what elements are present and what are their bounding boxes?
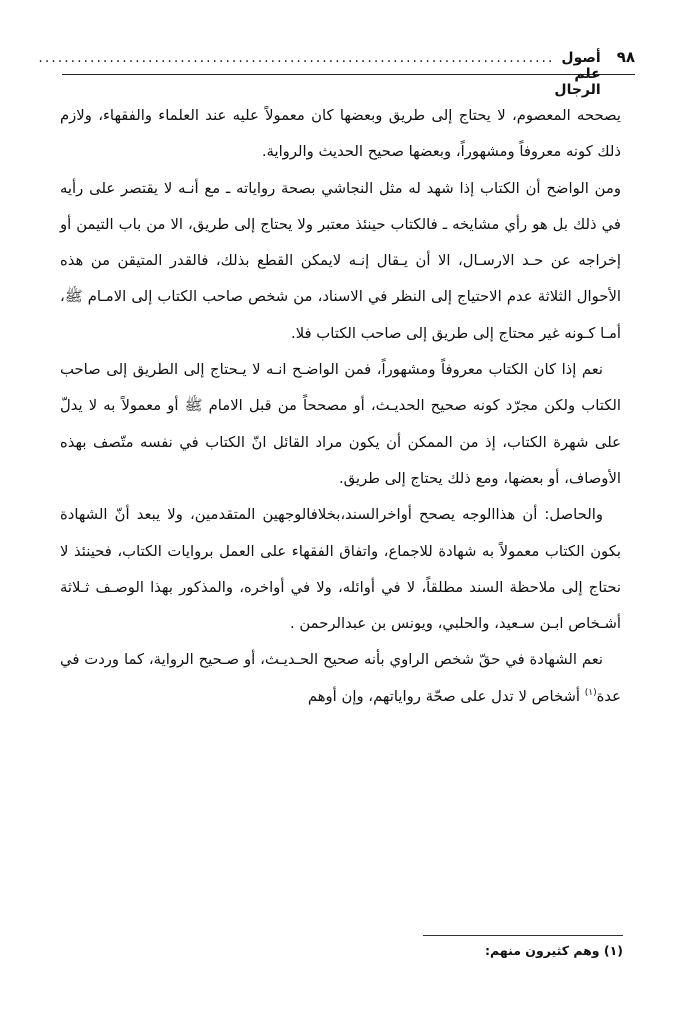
paragraph: ومن الواضح أن الكتاب إذا شهد له مثل النجاشي بصحة رواياته ـ مع أنـه لا يقتصر على رأيه في ذلك بل هو رأي مشايخه ـ فالكتاب حينئذ معتبر ولا يحتاج إلى طريق، الا من باب التيمن أو إخراجه عن حـد الارسـال، الا أن يـقال إنـه لايمكن القطع بذلك، فالقدر المتيقن من هذه الأحوال الثلاثة عدم الاحتياج إلى النظر في الاسناد، من شخص صاحب الكتاب إلى الامـام ﷺ، أمـا كـونه غير محتاج إلى طريق إلى صاحب الكتاب فلا. (60, 179, 621, 342)
paragraph: والحاصل: أن هذاالوجه يصحح أواخرالسند،بخلافالوجهين المتقدمين، ولا يبعد أنّ الشهادة بكون الكتاب معمولاً به شهادة للاجماع، واتفاق الفقهاء على العمل بروايات الكتاب، فحينئذ لا نحتاج إلى ملاحظة السند مطلقاً، لا في أوائله، ولا في أواخره، والمذكور بهذا الوصـف ثـلاثة أشـخاص ابـن سـعيد، والحلبي، ويونس بن عبدالرحمن . (60, 506, 621, 633)
page-header (38, 48, 635, 98)
paragraph: يصححه المعصوم، لا يحتاج إلى طريق وبعضها كان معمولاً عليه عند العلماء والفقهاء، ولازم ذلك كونه معروفاً ومشهوراً، وبعضها صحيح الحديث والرواية. (60, 107, 621, 161)
paragraph-text: نعم الشهادة في حقّ شخص الراوي بأنه صحيح الحـديـث، أو صـحيح الرواية، كما وردت في عدة (60, 651, 621, 705)
footnote-reference: (١) (584, 687, 597, 698)
footnote: (١) وهم كثيرون منهم: (485, 943, 623, 958)
running-title: أصول علم الرجال (554, 50, 601, 98)
paragraph (60, 642, 621, 715)
page-number: ٩٨ (616, 48, 635, 66)
footnote-separator (423, 935, 623, 936)
header-leader-dots: ................................................................................ (38, 50, 555, 66)
paragraph: نعم إذا كان الكتاب معروفاً ومشهوراً، فمن الواضـح انـه لا يـحتاج إلى الطريق إلى صاحب الكتاب ولكن مجرّد كونه صحيح الحديـث، أو مصححاً من قبل الامام ﷺ أو معمولاً به لا يدلّ على شهرة الكتاب، إذ من الممكن أن يكون مراد القائل انّ الكتاب في نفسه متّصف بهذه الأوصاف، أو بعضها، ومع ذلك يحتاج إلى طريق. (60, 361, 621, 487)
main-text (60, 98, 621, 715)
paragraph-text: أشخاص لا تدل على صحّة رواياتهم، وإن أوهم (307, 687, 585, 705)
